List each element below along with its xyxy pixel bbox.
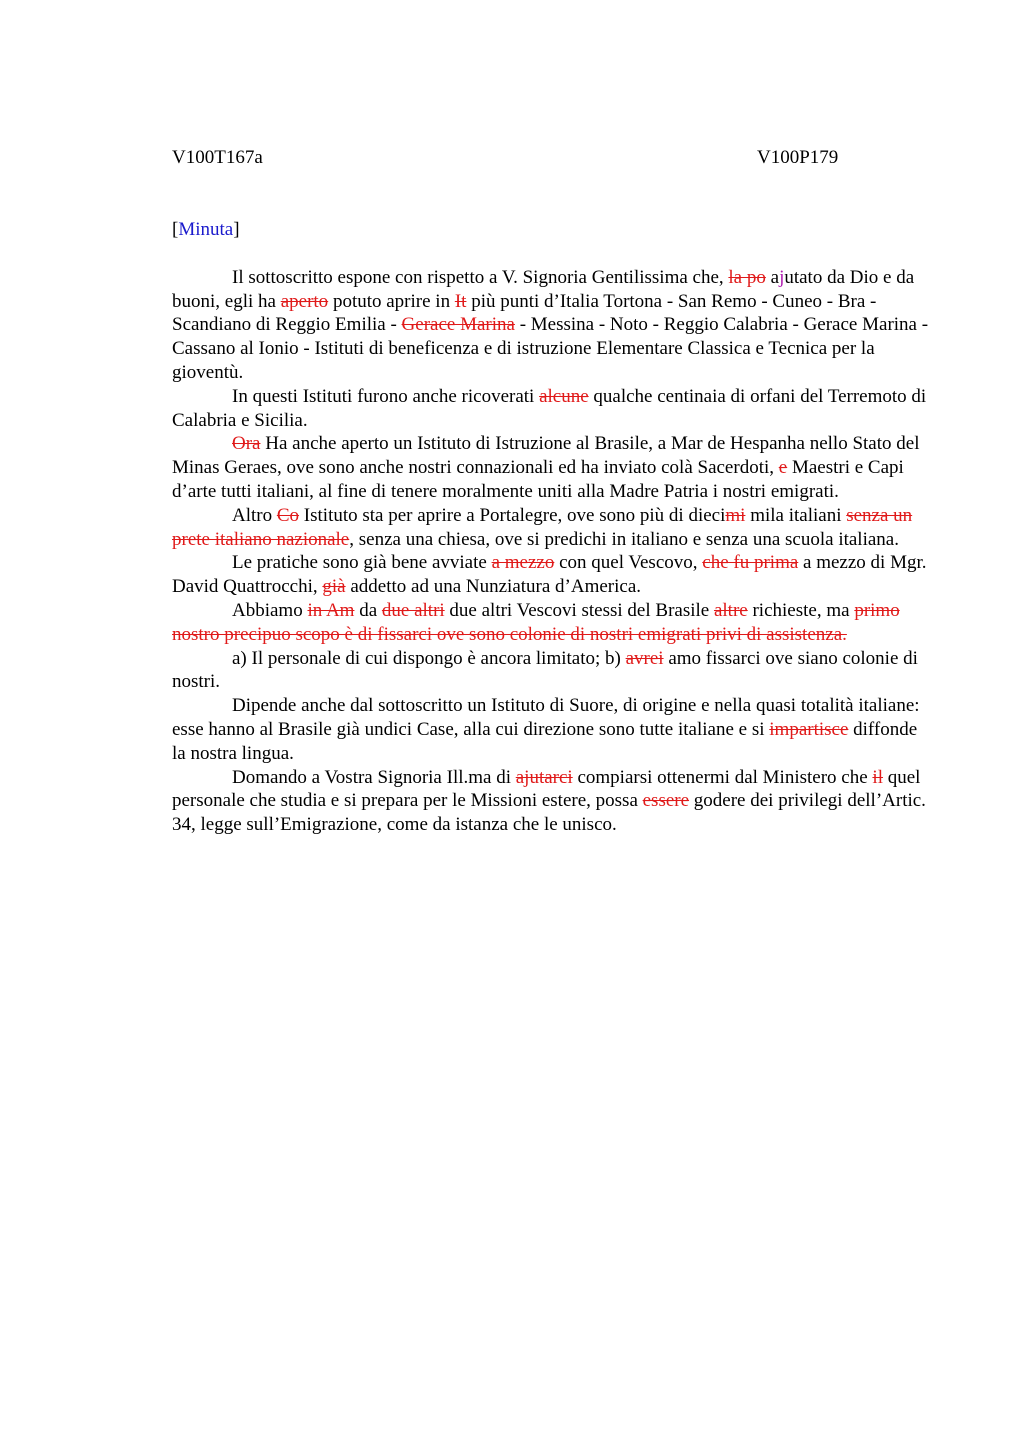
deleted-text: alcune [539, 385, 589, 407]
deleted-text: Ora [232, 433, 261, 455]
paragraph [172, 385, 932, 433]
paragraph [172, 599, 932, 647]
paragraph [172, 432, 932, 503]
text-segment: utato da Dio e da buoni, egli ha [172, 266, 915, 312]
deleted-text: ajutarci [515, 766, 573, 788]
text-segment: Domando a Vostra Signoria Ill.ma di [232, 766, 516, 788]
deleted-text: a mezzo [491, 552, 555, 574]
deleted-text: mi [725, 504, 746, 526]
document-reference-right: V100P179 [757, 147, 839, 168]
paragraph [172, 694, 932, 765]
text-segment: addetto ad una Nunziatura d’America. [345, 576, 642, 598]
deleted-text: primo nostro precipuo scopo è di fissarci ove sono colonie di nostri emigrati privi di assistenza. [172, 599, 900, 645]
text-segment: Ha anche aperto un Istituto di Istruzione al Brasile, a Mar de Hespanha nello Stato del Minas Geraes, ove sono anche nostri connazionali ed ha inviato colà Sacerdoti, [172, 433, 920, 479]
text-segment: più punti d’Italia Tortona - San Remo - Cuneo - Bra - Scandiano di Reggio Emilia - [172, 290, 877, 336]
text-segment: - Messina - Noto - Reggio Calabria - Gerace Marina - Cassano al Ionio - Istituti di beneficenza e di istruzione Elementare Classica e Tecnica per la gioventù. [172, 314, 929, 383]
text-segment: mila italiani [745, 504, 847, 526]
text-segment: , senza una chiesa, ove si predichi in italiano e senza una scuola italiana. [349, 528, 899, 550]
deleted-text: aperto [280, 290, 329, 312]
deleted-text: e [778, 457, 788, 479]
text-segment: Maestri e Capi d’arte tutti italiani, al fine di tenere moralmente uniti alla Madre Patria i nostri emigrati. [172, 457, 904, 502]
deleted-text: il [872, 766, 883, 788]
text-segment: Istituto sta per aprire a Portalegre, ove sono più di dieci [299, 504, 726, 526]
text-segment: da [354, 599, 382, 621]
text-segment: compiarsi ottenermi dal Ministero che [572, 766, 873, 788]
deleted-text: avrei [625, 647, 664, 669]
text-segment: In questi Istituti furono anche ricoverati [232, 385, 540, 407]
text-segment: richieste, ma [747, 599, 855, 621]
document-label [172, 218, 932, 242]
deleted-text: in Am [307, 599, 355, 621]
deleted-text: che fu prima [702, 552, 799, 574]
paragraph [172, 504, 932, 552]
document-reference-left: V100T167a [172, 147, 263, 168]
deleted-text: essere [642, 790, 690, 812]
paragraph [172, 266, 932, 385]
text-segment: amo fissarci ove siano colonie di nostri. [172, 647, 918, 693]
deleted-text: già [322, 576, 346, 598]
text-segment: quel personale che studia e si prepara per le Missioni estere, possa [172, 766, 921, 812]
text-segment: a) Il personale di cui dispongo è ancora limitato; b) [232, 647, 626, 669]
paragraph [172, 647, 932, 695]
text-segment: Abbiamo [232, 599, 308, 621]
text-segment: qualche centinaia di orfani del Terremoto di Calabria e Sicilia. [172, 385, 927, 431]
deleted-text: due altri [381, 599, 445, 621]
deleted-text: la po [728, 266, 766, 288]
reference-header [172, 146, 932, 170]
label-bracket-close: ] [233, 219, 240, 240]
deleted-text: Gerace Marina [401, 314, 515, 336]
deleted-text: senza un prete italiano nazionale [172, 504, 913, 550]
text-segment: Il sottoscritto espone con rispetto a V. Signoria Gentilissima che, [232, 266, 729, 288]
label-bracket-open: [ [172, 219, 179, 240]
text-segment: Le pratiche sono già bene avviate [232, 552, 492, 574]
text-segment: con quel Vescovo, [554, 552, 703, 574]
deleted-text: altre [713, 599, 748, 621]
document-body [172, 266, 932, 837]
deleted-text: impartisce [769, 718, 849, 740]
text-segment: godere dei privilegi dell’Artic. 34, legge sull’Emigrazione, come da istanza che le unisco. [172, 790, 926, 836]
text-segment: potuto aprire in [328, 290, 455, 312]
deleted-text: Co [276, 504, 300, 526]
text-segment: Dipende anche dal sottoscritto un Istituto di Suore, di origine e nella quasi totalità italiane: esse hanno al Brasile già undici Case, alla cui direzione sono tutte italiane e si [172, 695, 920, 740]
text-segment: diffonde la nostra lingua. [172, 718, 918, 764]
paragraph [172, 551, 932, 599]
paragraph [172, 766, 932, 837]
inserted-text: j [779, 266, 785, 288]
text-segment: a mezzo di Mgr. David Quattrocchi, [172, 552, 927, 598]
text-segment: due altri Vescovi stessi del Brasile [444, 599, 714, 621]
label-minuta: Minuta [178, 219, 234, 240]
document-page [172, 146, 932, 837]
text-segment: a [765, 266, 780, 288]
text-segment: Altro [232, 504, 277, 526]
deleted-text: It [454, 290, 467, 312]
